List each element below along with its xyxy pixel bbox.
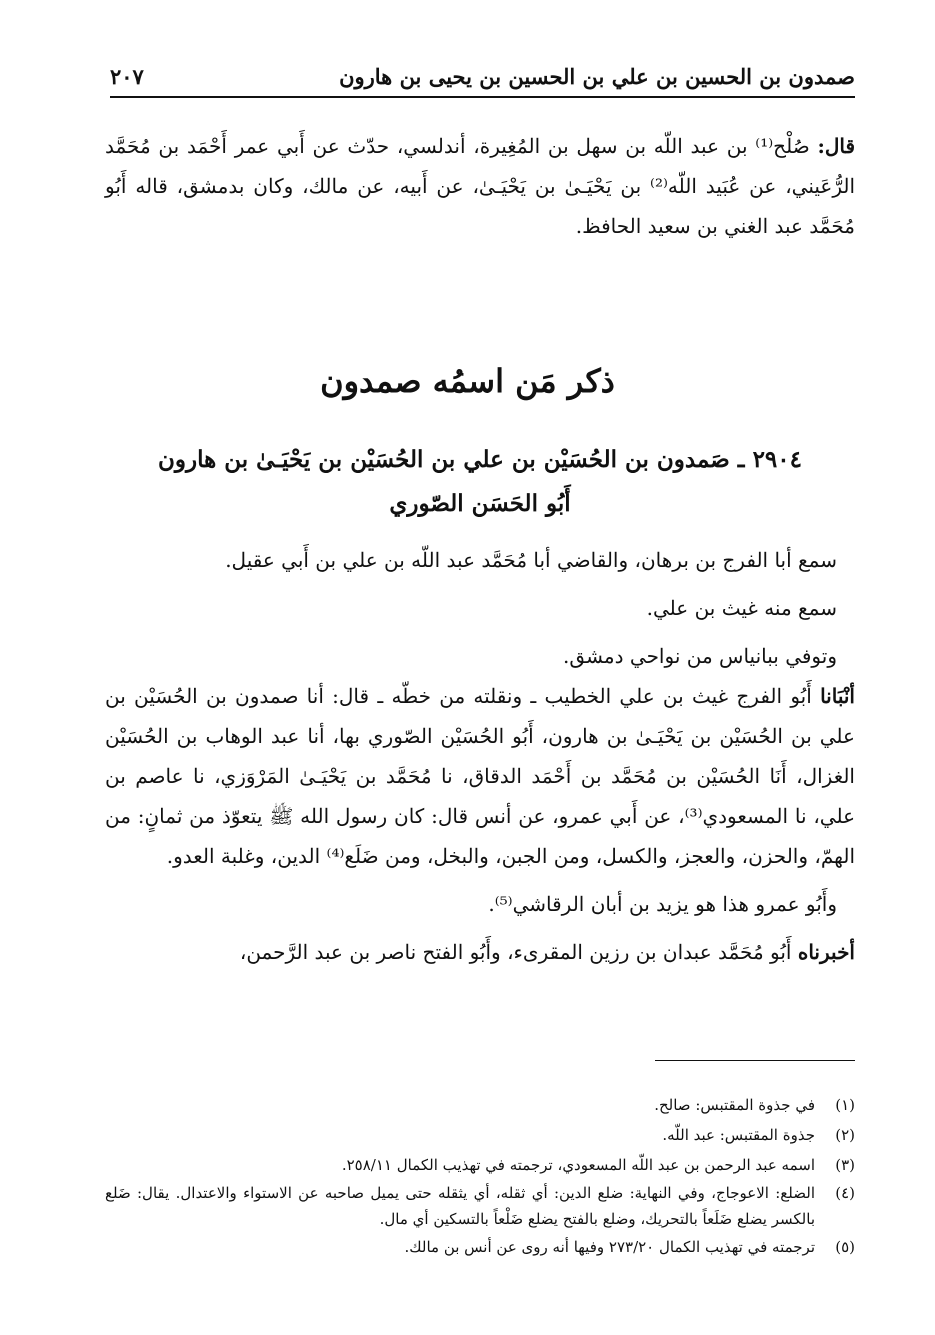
footnote-4: [105, 1180, 855, 1232]
entry-paragraph-3: وتوفي ببانياس من نواحي دمشق.: [563, 644, 837, 668]
entry-paragraph-4: [105, 676, 855, 876]
running-header-title: صمدون بن الحسين بن علي بن الحسين بن يحيى بن هارون: [339, 64, 855, 89]
entry-paragraph-4-lead: أنْبَانا: [820, 684, 855, 708]
intro-lead: قال:: [817, 134, 856, 158]
entry-heading-line1: ٢٩٠٤ ـ صَمدون بن الحُسَيْن بن علي بن الحُسَيْن بن يَحْيَـىٰ بن هارون: [158, 446, 802, 473]
running-header: [110, 62, 855, 98]
footnote-text: الضلع: الاعوجاج، وفي النهاية: ضلع الدين: أي ثقله، أي يثقله حتى يميل صاحبه عن الاستواء والاعتدال. يقال: ضَلع بالكسر يضلع ضَلَعاً بالتحريك، وضلع بالفتح يضلع ضَلْعاً بالتسكين أي مال.: [105, 1184, 815, 1228]
footnote-text: جذوة المقتبس: عبد اللّه.: [662, 1126, 815, 1144]
entry-paragraph-6-text: أَبُو مُحَمَّد عبدان بن رزين المقرىء، وأَبُو الفتح ناصر بن عبد الرَّحمن،: [239, 940, 792, 964]
intro-paragraph: [105, 126, 855, 246]
entry-paragraph-6-lead: أخبرناه: [797, 940, 855, 964]
footnote-1: [105, 1090, 855, 1120]
footnote-number: (٥): [835, 1238, 855, 1256]
section-title: ذكر مَن اسمُه صمدون: [320, 362, 615, 400]
page-number: ٢٠٧: [110, 64, 144, 89]
intro-text: صُلْح⁽¹⁾ بن عبد اللّه بن سهل بن المُغِيرة، أندلسي، حدّث عن أَبي عمر أَحْمَد بن مُحَمَّد الرُّعَيني، عن عُبَيد اللّه⁽²⁾ بن يَحْيَـىٰ بن يَحْيَـىٰ، عن أَبيه، عن مالك، وكان بدمشق، قاله أَبُو مُحَمَّد عبد الغني بن سعيد الحافظ.: [105, 134, 856, 238]
footnote-divider: [655, 1060, 855, 1061]
footnote-text: ترجمته في تهذيب الكمال ٢٧٣/٢٠ وفيها أنه روى عن أنس بن مالك.: [404, 1238, 815, 1256]
footnote-number: (١): [835, 1096, 855, 1114]
footnote-3: [105, 1150, 855, 1180]
entry-body: [105, 540, 855, 972]
entry-paragraph-1: سمع أبا الفرج بن برهان، والقاضي أبا مُحَمَّد عبد اللّه بن علي بن أَبي عقيل.: [225, 548, 837, 572]
entry-heading-line2: أَبُو الحَسَن الصّوري: [389, 490, 571, 517]
footnote-text: في جذوة المقتبس: صالح.: [654, 1096, 815, 1114]
footnote-text: اسمه عبد الرحمن بن عبد اللّه المسعودي، ترجمته في تهذيب الكمال ٢٥٨/١١.: [341, 1156, 815, 1174]
entry-paragraph-4-text: أَبُو الفرج غيث بن علي الخطيب ـ ونقلته من خطّه ـ قال: أنا صمدون بن الحُسَيْن بن علي بن الحُسَيْن بن يَحْيَـىٰ بن هارون، أَبُو الحُسَيْن الصّوري بها، أنا عبد الوهاب بن الحُسَيْن الغزال، أَنَا الحُسَيْن بن مُحَمَّد بن أَحْمَد الدقاق، نا مُحَمَّد بن يَحْيَـىٰ المَرْوَزي، نا عاصم بن علي، نا المسعودي⁽³⁾، عن أَبي عمرو، عن أنس قال: كان رسول الله ﷺ يتعوّذ من ثمانٍ: من الهمّ، والحزن، والعجز، والكسل، ومن الجبن، والبخل، ومن ضَلَع⁽⁴⁾ الدين، وغلبة العدو.: [105, 684, 855, 868]
footnote-number: (٣): [835, 1156, 855, 1174]
entry-heading: [105, 438, 855, 526]
footnote-5: [105, 1232, 855, 1262]
entry-paragraph-5: وأَبُو عمرو هذا هو يزيد بن أبان الرقاشي⁽⁵⁾.: [488, 892, 837, 916]
footnote-number: (٤): [835, 1184, 855, 1202]
footnote-2: [105, 1120, 855, 1150]
entry-paragraph-2: سمع منه غيث بن علي.: [646, 596, 837, 620]
entry-paragraph-6: [105, 932, 855, 972]
footnotes-list: [105, 1090, 855, 1262]
intro-entry: [105, 126, 855, 246]
footnote-number: (٢): [835, 1126, 855, 1144]
